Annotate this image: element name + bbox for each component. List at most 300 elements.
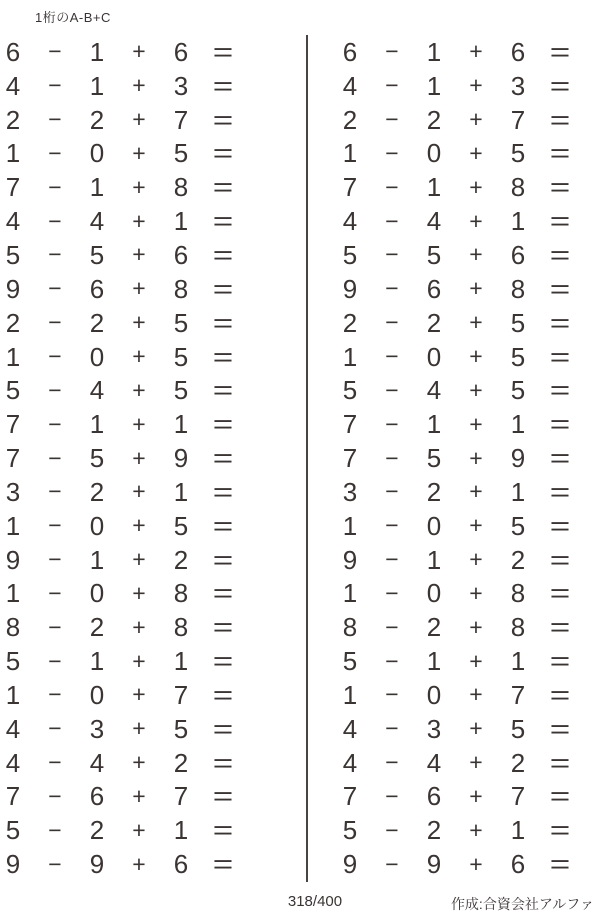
operand-c: 1 (510, 206, 526, 237)
operand-c: 1 (173, 646, 189, 677)
minus-sign: − (385, 106, 399, 133)
equals-sign: = (549, 510, 571, 541)
minus-sign: − (385, 139, 399, 166)
operand-a: 9 (342, 849, 358, 880)
plus-sign: + (132, 139, 146, 166)
minus-sign: − (385, 343, 399, 370)
equals-sign: = (212, 138, 234, 169)
equals-sign: = (212, 273, 234, 304)
operand-c: 2 (510, 747, 526, 778)
equals-sign: = (549, 138, 571, 169)
equals-sign: = (212, 409, 234, 440)
problem-area (0, 35, 600, 881)
minus-sign: − (48, 343, 62, 370)
problem-row (0, 137, 250, 171)
operand-c: 1 (173, 476, 189, 507)
operand-c: 6 (173, 239, 189, 270)
problem-column-left (0, 35, 250, 881)
operand-b: 2 (426, 104, 442, 135)
operand-b: 5 (89, 239, 105, 270)
minus-sign: − (385, 38, 399, 65)
operand-a: 6 (342, 36, 358, 67)
operand-c: 1 (173, 206, 189, 237)
equals-sign: = (549, 307, 571, 338)
problem-row (337, 69, 587, 103)
minus-sign: − (48, 782, 62, 809)
operand-a: 3 (342, 476, 358, 507)
operand-b: 0 (426, 510, 442, 541)
equals-sign: = (212, 612, 234, 643)
problem-row (0, 441, 250, 475)
operand-b: 0 (89, 341, 105, 372)
problem-row (337, 441, 587, 475)
operand-b: 1 (426, 70, 442, 101)
operand-b: 0 (89, 138, 105, 169)
operand-a: 5 (5, 375, 21, 406)
operand-a: 1 (5, 679, 21, 710)
operand-c: 5 (510, 510, 526, 541)
operand-c: 6 (173, 36, 189, 67)
plus-sign: + (132, 444, 146, 471)
operand-c: 8 (510, 273, 526, 304)
plus-sign: + (469, 343, 483, 370)
problem-row (337, 847, 587, 881)
equals-sign: = (212, 578, 234, 609)
plus-sign: + (469, 512, 483, 539)
operand-b: 6 (89, 781, 105, 812)
operand-c: 6 (510, 239, 526, 270)
operand-b: 6 (89, 273, 105, 304)
page-number: 318/400 (287, 893, 343, 910)
problem-row (337, 373, 587, 407)
plus-sign: + (132, 647, 146, 674)
equals-sign: = (549, 443, 571, 474)
problem-row (0, 306, 250, 340)
plus-sign: + (132, 478, 146, 505)
plus-sign: + (132, 410, 146, 437)
equals-sign: = (549, 239, 571, 270)
minus-sign: − (385, 782, 399, 809)
minus-sign: − (385, 72, 399, 99)
plus-sign: + (469, 546, 483, 573)
plus-sign: + (132, 173, 146, 200)
minus-sign: − (48, 72, 62, 99)
problem-row (0, 170, 250, 204)
operand-c: 8 (510, 172, 526, 203)
problem-row (0, 712, 250, 746)
minus-sign: − (385, 850, 399, 877)
operand-b: 1 (89, 409, 105, 440)
minus-sign: − (385, 579, 399, 606)
equals-sign: = (212, 713, 234, 744)
problem-row (0, 678, 250, 712)
equals-sign: = (549, 815, 571, 846)
operand-c: 5 (173, 375, 189, 406)
operand-c: 5 (173, 510, 189, 541)
operand-a: 2 (5, 104, 21, 135)
operand-b: 1 (89, 172, 105, 203)
operand-c: 8 (173, 612, 189, 643)
operand-b: 5 (426, 443, 442, 474)
problem-row (0, 577, 250, 611)
problem-row (337, 238, 587, 272)
operand-b: 0 (89, 578, 105, 609)
problem-row (0, 847, 250, 881)
operand-a: 7 (342, 409, 358, 440)
equals-sign: = (549, 849, 571, 880)
operand-c: 3 (510, 70, 526, 101)
operand-c: 8 (173, 172, 189, 203)
equals-sign: = (549, 781, 571, 812)
problem-row (0, 407, 250, 441)
worksheet-title: 1桁のA-B+C (35, 10, 111, 25)
operand-c: 5 (510, 138, 526, 169)
operand-b: 2 (89, 476, 105, 507)
operand-c: 1 (510, 646, 526, 677)
operand-a: 9 (5, 544, 21, 575)
equals-sign: = (549, 172, 571, 203)
operand-c: 8 (173, 578, 189, 609)
operand-b: 3 (89, 713, 105, 744)
operand-a: 7 (5, 781, 21, 812)
operand-c: 5 (173, 713, 189, 744)
operand-a: 4 (342, 747, 358, 778)
minus-sign: − (48, 512, 62, 539)
operand-c: 9 (173, 443, 189, 474)
equals-sign: = (212, 781, 234, 812)
equals-sign: = (549, 544, 571, 575)
operand-a: 7 (5, 172, 21, 203)
equals-sign: = (212, 679, 234, 710)
minus-sign: − (48, 681, 62, 708)
minus-sign: − (385, 309, 399, 336)
problem-row (337, 610, 587, 644)
operand-b: 0 (89, 679, 105, 710)
operand-c: 8 (173, 273, 189, 304)
minus-sign: − (48, 241, 62, 268)
operand-a: 9 (5, 849, 21, 880)
equals-sign: = (212, 510, 234, 541)
operand-a: 1 (342, 138, 358, 169)
operand-b: 5 (89, 443, 105, 474)
operand-c: 5 (173, 307, 189, 338)
plus-sign: + (469, 38, 483, 65)
minus-sign: − (48, 207, 62, 234)
problem-column-right (337, 35, 587, 881)
problem-row (0, 103, 250, 137)
problem-row (337, 272, 587, 306)
plus-sign: + (132, 275, 146, 302)
operand-b: 9 (89, 849, 105, 880)
minus-sign: − (385, 546, 399, 573)
problem-row (0, 475, 250, 509)
equals-sign: = (549, 273, 571, 304)
problem-row (337, 577, 587, 611)
plus-sign: + (132, 715, 146, 742)
equals-sign: = (549, 747, 571, 778)
operand-c: 7 (173, 781, 189, 812)
operand-b: 2 (426, 612, 442, 643)
minus-sign: − (385, 749, 399, 776)
operand-c: 1 (173, 409, 189, 440)
equals-sign: = (549, 375, 571, 406)
operand-a: 1 (5, 510, 21, 541)
minus-sign: − (48, 579, 62, 606)
problem-row (337, 509, 587, 543)
minus-sign: − (385, 816, 399, 843)
minus-sign: − (48, 38, 62, 65)
equals-sign: = (549, 612, 571, 643)
operand-a: 1 (5, 341, 21, 372)
operand-a: 1 (342, 341, 358, 372)
operand-c: 7 (510, 679, 526, 710)
operand-b: 0 (426, 679, 442, 710)
plus-sign: + (132, 72, 146, 99)
equals-sign: = (212, 646, 234, 677)
operand-a: 4 (342, 70, 358, 101)
plus-sign: + (132, 38, 146, 65)
operand-a: 7 (5, 409, 21, 440)
operand-c: 1 (510, 815, 526, 846)
operand-b: 1 (89, 36, 105, 67)
plus-sign: + (132, 749, 146, 776)
equals-sign: = (212, 307, 234, 338)
minus-sign: − (385, 512, 399, 539)
plus-sign: + (132, 241, 146, 268)
problem-row (0, 35, 250, 69)
minus-sign: − (48, 749, 62, 776)
problem-row (337, 306, 587, 340)
operand-b: 6 (426, 781, 442, 812)
operand-c: 1 (173, 815, 189, 846)
problem-row (0, 746, 250, 780)
operand-c: 1 (510, 476, 526, 507)
minus-sign: − (48, 173, 62, 200)
operand-a: 5 (342, 815, 358, 846)
operand-b: 1 (89, 70, 105, 101)
equals-sign: = (212, 36, 234, 67)
operand-b: 2 (89, 612, 105, 643)
operand-b: 3 (426, 713, 442, 744)
problem-row (337, 746, 587, 780)
operand-b: 2 (426, 815, 442, 846)
minus-sign: − (48, 850, 62, 877)
plus-sign: + (132, 512, 146, 539)
operand-c: 3 (173, 70, 189, 101)
plus-sign: + (469, 139, 483, 166)
equals-sign: = (212, 239, 234, 270)
plus-sign: + (469, 173, 483, 200)
problem-row (337, 712, 587, 746)
minus-sign: − (48, 139, 62, 166)
credit-text: 作成:合資会社アルファ (450, 896, 594, 912)
minus-sign: − (385, 376, 399, 403)
operand-c: 6 (173, 849, 189, 880)
operand-c: 2 (173, 544, 189, 575)
operand-a: 5 (342, 646, 358, 677)
operand-c: 8 (510, 612, 526, 643)
operand-a: 5 (5, 239, 21, 270)
operand-c: 5 (173, 138, 189, 169)
problem-row (337, 103, 587, 137)
equals-sign: = (212, 544, 234, 575)
minus-sign: − (48, 647, 62, 674)
operand-b: 0 (89, 510, 105, 541)
operand-c: 7 (510, 781, 526, 812)
equals-sign: = (212, 206, 234, 237)
operand-c: 5 (173, 341, 189, 372)
plus-sign: + (132, 309, 146, 336)
problem-row (0, 69, 250, 103)
plus-sign: + (132, 816, 146, 843)
problem-row (337, 780, 587, 814)
plus-sign: + (132, 681, 146, 708)
minus-sign: − (385, 173, 399, 200)
operand-c: 9 (510, 443, 526, 474)
operand-a: 5 (5, 646, 21, 677)
minus-sign: − (48, 410, 62, 437)
minus-sign: − (48, 275, 62, 302)
plus-sign: + (469, 579, 483, 606)
plus-sign: + (469, 207, 483, 234)
plus-sign: + (132, 579, 146, 606)
operand-a: 4 (5, 70, 21, 101)
equals-sign: = (212, 747, 234, 778)
minus-sign: − (385, 410, 399, 437)
operand-a: 2 (342, 307, 358, 338)
plus-sign: + (469, 613, 483, 640)
plus-sign: + (132, 207, 146, 234)
operand-a: 8 (342, 612, 358, 643)
minus-sign: − (48, 309, 62, 336)
operand-a: 4 (342, 713, 358, 744)
operand-c: 2 (173, 747, 189, 778)
problem-row (337, 644, 587, 678)
problem-row (0, 644, 250, 678)
operand-c: 7 (173, 104, 189, 135)
minus-sign: − (385, 444, 399, 471)
minus-sign: − (385, 647, 399, 674)
plus-sign: + (469, 241, 483, 268)
minus-sign: − (385, 207, 399, 234)
equals-sign: = (549, 578, 571, 609)
equals-sign: = (549, 104, 571, 135)
operand-b: 1 (426, 172, 442, 203)
minus-sign: − (385, 715, 399, 742)
operand-b: 1 (426, 36, 442, 67)
operand-a: 7 (342, 443, 358, 474)
operand-c: 6 (510, 849, 526, 880)
problem-row (337, 678, 587, 712)
operand-b: 4 (89, 747, 105, 778)
minus-sign: − (385, 275, 399, 302)
equals-sign: = (549, 476, 571, 507)
operand-c: 5 (510, 307, 526, 338)
plus-sign: + (469, 106, 483, 133)
problem-row (0, 340, 250, 374)
operand-b: 1 (426, 409, 442, 440)
operand-a: 4 (5, 747, 21, 778)
problem-row (337, 340, 587, 374)
operand-b: 2 (426, 307, 442, 338)
operand-c: 7 (173, 679, 189, 710)
minus-sign: − (48, 376, 62, 403)
equals-sign: = (549, 70, 571, 101)
operand-a: 1 (342, 510, 358, 541)
operand-b: 0 (426, 578, 442, 609)
plus-sign: + (469, 376, 483, 403)
operand-b: 0 (426, 341, 442, 372)
minus-sign: − (48, 546, 62, 573)
equals-sign: = (212, 849, 234, 880)
operand-b: 1 (89, 646, 105, 677)
equals-sign: = (212, 815, 234, 846)
operand-b: 4 (426, 375, 442, 406)
operand-a: 2 (342, 104, 358, 135)
problem-row (0, 272, 250, 306)
operand-a: 4 (5, 206, 21, 237)
operand-a: 5 (342, 239, 358, 270)
plus-sign: + (469, 715, 483, 742)
equals-sign: = (549, 646, 571, 677)
operand-a: 1 (5, 578, 21, 609)
plus-sign: + (469, 782, 483, 809)
operand-a: 6 (5, 36, 21, 67)
problem-row (337, 475, 587, 509)
operand-a: 7 (5, 443, 21, 474)
problem-row (0, 204, 250, 238)
plus-sign: + (469, 478, 483, 505)
plus-sign: + (469, 275, 483, 302)
minus-sign: − (48, 106, 62, 133)
operand-b: 4 (89, 375, 105, 406)
problem-row (337, 170, 587, 204)
problem-row (0, 238, 250, 272)
operand-a: 9 (5, 273, 21, 304)
operand-c: 5 (510, 375, 526, 406)
operand-a: 9 (342, 544, 358, 575)
problem-row (0, 780, 250, 814)
plus-sign: + (469, 309, 483, 336)
operand-a: 1 (342, 578, 358, 609)
operand-b: 5 (426, 239, 442, 270)
plus-sign: + (469, 72, 483, 99)
equals-sign: = (212, 104, 234, 135)
plus-sign: + (469, 850, 483, 877)
equals-sign: = (212, 375, 234, 406)
problem-row (0, 813, 250, 847)
operand-a: 8 (5, 612, 21, 643)
operand-a: 2 (5, 307, 21, 338)
minus-sign: − (48, 478, 62, 505)
operand-b: 2 (89, 307, 105, 338)
operand-a: 9 (342, 273, 358, 304)
plus-sign: + (469, 749, 483, 776)
plus-sign: + (132, 106, 146, 133)
minus-sign: − (385, 241, 399, 268)
operand-a: 7 (342, 781, 358, 812)
minus-sign: − (385, 478, 399, 505)
operand-c: 6 (510, 36, 526, 67)
operand-b: 4 (426, 206, 442, 237)
operand-b: 9 (426, 849, 442, 880)
operand-a: 7 (342, 172, 358, 203)
equals-sign: = (549, 36, 571, 67)
equals-sign: = (212, 476, 234, 507)
plus-sign: + (469, 681, 483, 708)
operand-c: 7 (510, 104, 526, 135)
equals-sign: = (549, 341, 571, 372)
